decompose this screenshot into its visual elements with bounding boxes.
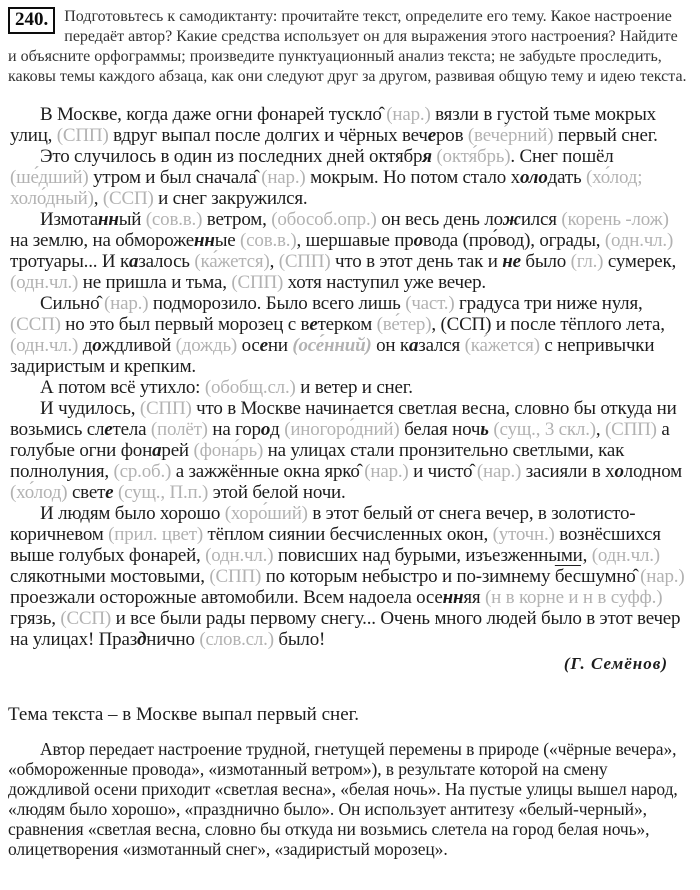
text-segment: ос — [237, 335, 260, 356]
text-segment: , — [269, 251, 279, 272]
text-segment: нн — [193, 230, 215, 251]
text-segment: , — [93, 188, 103, 209]
grammar-note: (уточн.) — [492, 524, 555, 545]
text-segment: тёплом сиянии бесчисленных окон, — [203, 524, 493, 545]
text-segment: а — [408, 335, 419, 356]
grammar-note: (нар.) — [386, 104, 431, 125]
text-segment: д — [137, 629, 147, 650]
text-segment: зался — [418, 335, 465, 356]
grammar-note: (ССП) — [102, 188, 154, 209]
grammar-note: (одн.чл.) — [604, 230, 674, 251]
grammar-note: (вече́рний) — [467, 125, 554, 146]
text-segment: утром и был сначала̂ — [88, 167, 262, 188]
grammar-note: (одн.чл.) — [10, 272, 79, 293]
text-segment: и снег закружился. — [153, 188, 308, 209]
text-segment: терком — [317, 314, 377, 335]
text-segment: засияли в х — [521, 461, 615, 482]
text-segment: лодном — [623, 461, 682, 482]
text-segment: е — [105, 482, 114, 503]
text-segment: на гор — [207, 419, 261, 440]
author-signature: (Г. Семёнов) — [563, 654, 668, 673]
grammar-note: (ка́жется) — [464, 335, 540, 356]
text-segment: дать — [547, 167, 586, 188]
text-segment: тела — [112, 419, 151, 440]
text-segment: . Снег пошёл — [510, 146, 614, 167]
paragraph — [10, 104, 688, 146]
text-segment: нн — [442, 587, 464, 608]
text-segment: ров — [435, 125, 468, 146]
text-segment: и ветер и снег. — [295, 377, 413, 398]
text-segment: А потом всё утихло: — [40, 377, 205, 398]
paragraph — [10, 146, 688, 209]
text-segment: вода (про́вод), ограды, — [422, 230, 605, 251]
text-segment: грязь, — [10, 608, 61, 629]
text-segment: повисших над бурыми, изъезженными, — [273, 545, 592, 566]
grammar-note: (прил. цвет) — [108, 524, 203, 545]
grammar-note: (ср.об.) — [113, 461, 172, 482]
text-segment: и все были рады первому снегу... Очень много людей было в этот вечер на улицах! Праз — [10, 608, 681, 650]
paragraph — [10, 209, 688, 293]
theme-statement: Тема текста – в Москве выпал первый снег. — [8, 704, 360, 725]
grammar-note: (хоро́ший) — [224, 503, 308, 524]
text-segment: свет — [67, 482, 106, 503]
text-segment: я — [422, 146, 432, 167]
paragraph — [10, 377, 688, 398]
text-segment: нн — [98, 209, 119, 230]
grammar-note: (корень -лож) — [561, 209, 669, 230]
text-segment: о — [413, 230, 423, 251]
text-segment: шумно̂ — [581, 566, 641, 587]
text-segment: Измота — [40, 209, 98, 230]
grammar-note: (иногоро́дний) — [284, 419, 400, 440]
text-segment: вязли в густой тьме мокрых улиц, — [10, 104, 656, 146]
text-segment: с непривычки задиристым и крепким. — [10, 335, 655, 377]
task-instruction: Подготовьтесь к самодиктанту: прочитайте текст, определите его тему. Какое настроение передаёт автор? Какие средства использует он для выражения этого настроения? Найдите и объясните орфограммы; произведите пунктуационный анализ текста; не забудьте проследить, каковы темы каждого абзаца, как они следуют друг за другом, развивая общую тему и идею текста. — [8, 8, 687, 85]
text-segment: вдруг выпал после долгих и чёрных веч — [108, 125, 428, 146]
text-segment: мокрым. Но потом стало х — [305, 167, 520, 188]
text-segment: было — [520, 251, 571, 272]
grammar-note: (нар.) — [476, 461, 522, 482]
grammar-note: (ССП) — [10, 314, 61, 335]
text-segment: что в этот день так и — [330, 251, 503, 272]
exercise-number: 240. — [15, 9, 49, 30]
text-segment: ж — [502, 209, 521, 230]
grammar-note: (обособ.опр.) — [271, 209, 377, 230]
text-segment: на улицах стали пронзительно светлыми, как полнолуния, — [10, 440, 625, 482]
text-segment: Это случилось в один из последних дней октябр — [40, 146, 423, 167]
grammar-note: (сов.в.) — [145, 209, 203, 230]
grammar-note: (ССП) — [60, 608, 112, 629]
exercise-number-box — [8, 7, 55, 34]
text-segment: слякотными мостовыми, — [10, 566, 210, 587]
grammar-note: (хо́лод; холо́дный) — [10, 167, 643, 209]
text-segment: ветром, — [202, 209, 272, 230]
grammar-note: (СПП) — [209, 566, 262, 587]
grammar-note: (слов.сл.) — [199, 629, 274, 650]
text-segment: Сильно̂ — [40, 293, 105, 314]
text-segment: не — [502, 251, 521, 272]
paragraph — [10, 503, 688, 650]
grammar-note: (сов.в.) — [240, 230, 297, 251]
text-segment: В Москве, когда даже огни фонарей тускло̂ — [40, 104, 387, 125]
text-segment: рей — [161, 440, 194, 461]
text-segment: о — [92, 335, 102, 356]
text-segment: бес — [554, 566, 582, 587]
text-segment: е — [104, 419, 113, 440]
text-segment: о — [614, 461, 624, 482]
text-segment: нично — [146, 629, 200, 650]
grammar-note: (обобщ.сл.) — [204, 377, 296, 398]
grammar-note: (гл.) — [570, 251, 604, 272]
text-segment: этой белой ночи. — [208, 482, 346, 503]
text-segment: оло — [519, 167, 548, 188]
text-segment: а — [152, 440, 162, 461]
text-segment: е — [309, 314, 318, 335]
grammar-note: (фона́рь) — [193, 440, 264, 461]
text-segment: но это был первый морозец с в — [60, 314, 310, 335]
grammar-note: (н в корне и н в суфф.) — [484, 587, 663, 608]
text-segment: е — [427, 125, 436, 146]
text-segment: он к — [371, 335, 409, 356]
grammar-note: (хо́лод) — [10, 482, 68, 503]
text-segment: подморозило. Было всего лишь — [148, 293, 406, 314]
text-segment: вознёсшихся выше голубых фонарей, — [10, 524, 661, 566]
grammar-note: (ве́тер) — [376, 314, 432, 335]
grammar-note: (нар.) — [364, 461, 409, 482]
text-segment: на землю, на обмороже — [10, 230, 194, 251]
text-segment: ждливой — [101, 335, 176, 356]
text-segment: яя — [463, 587, 485, 608]
grammar-note: (нар.) — [104, 293, 149, 314]
text-segment: он весь день ло — [376, 209, 503, 230]
grammar-note: (дождь) — [175, 335, 238, 356]
text-segment: ь — [480, 419, 489, 440]
text-segment: е — [259, 335, 268, 356]
text-segment: и чисто̂ — [408, 461, 477, 482]
grammar-note: (СПП) — [605, 419, 657, 440]
grammar-note: (СПП) — [231, 272, 284, 293]
grammar-note: (СПП) — [139, 398, 192, 419]
text-segment: , — [595, 419, 606, 440]
grammar-note: (част.) — [405, 293, 455, 314]
paragraph — [10, 398, 688, 503]
text-segment: д — [78, 335, 93, 356]
task-block — [8, 7, 690, 87]
grammar-note: (одн.чл.) — [205, 545, 274, 566]
grammar-note: (осе́нний) — [292, 335, 372, 356]
text-segment: по которым небыстро и по-зимнему — [261, 566, 555, 587]
text-segment: о — [260, 419, 271, 440]
text-segment: залось — [138, 251, 195, 272]
text-segment: ни — [267, 335, 293, 356]
grammar-note: (полёт) — [150, 419, 208, 440]
text-segment: , (ССП) и после тёплого лета, — [431, 314, 665, 335]
text-segment: хотя наступил уже вечер. — [283, 272, 486, 293]
text-segment: было! — [273, 629, 326, 650]
grammar-note: (ше́дший) — [10, 167, 89, 188]
text-segment: градуса три ниже нуля, — [454, 293, 643, 314]
paragraph — [10, 293, 688, 377]
grammar-note: (нар.) — [640, 566, 685, 587]
text-segment: не пришла и тьма, — [78, 272, 232, 293]
dictation-text — [10, 104, 688, 650]
text-segment: , шершавые пр — [296, 230, 414, 251]
text-segment: тротуары... И к — [10, 251, 129, 272]
text-segment: ые — [214, 230, 241, 251]
grammar-note: (СПП) — [278, 251, 331, 272]
text-segment: И чудилось, — [40, 398, 140, 419]
grammar-note: (одн.чл.) — [10, 335, 79, 356]
analysis-paragraph: Автор передает настроение трудной, гнетущей перемены в природе («чёрные вечера», «обмороженные провода», «измотанный ветром»), в результате которой на смену дождливой осени приходит «светлая весна», «белая ночь». На пустые улицы вышел народ, «людям было хорошо», «празднично было». Он использует антитезу «белый-черный», сравнения «светлая весна, словно бы откуда ни возьмись слетела на город белая ночь», олицетворения «измотанный снег», «задиристый морозец». — [8, 739, 678, 859]
text-segment: И людям было хорошо — [40, 503, 225, 524]
text-segment: а голубые огни фон — [10, 419, 670, 461]
text-segment: а зажжённые окна ярко̂ — [171, 461, 365, 482]
grammar-note: (сущ., П.п.) — [117, 482, 209, 503]
grammar-note: (сущ., 3 скл.) — [493, 419, 596, 440]
text-segment: ый — [118, 209, 146, 230]
text-segment: белая ноч — [399, 419, 481, 440]
text-segment: в этот белый от снега вечер, в золотисто-коричневом — [10, 503, 636, 545]
grammar-note: (ка́жется) — [194, 251, 270, 272]
text-segment: что в Москве начинается светлая весна, словно бы откуда ни возьмись сл — [10, 398, 677, 440]
grammar-note: (октя́брь) — [436, 146, 511, 167]
grammar-note: (СПП) — [56, 125, 109, 146]
grammar-note: (одн.чл.) — [591, 545, 660, 566]
text-segment: первый снег. — [553, 125, 658, 146]
text-segment: а — [129, 251, 139, 272]
grammar-note: (нар.) — [261, 167, 306, 188]
text-segment: ился — [520, 209, 562, 230]
text-segment: сумерек, — [603, 251, 677, 272]
text-segment: д — [270, 419, 285, 440]
text-segment: проезжали осторожные автомобили. Всем надоела осе — [10, 587, 443, 608]
